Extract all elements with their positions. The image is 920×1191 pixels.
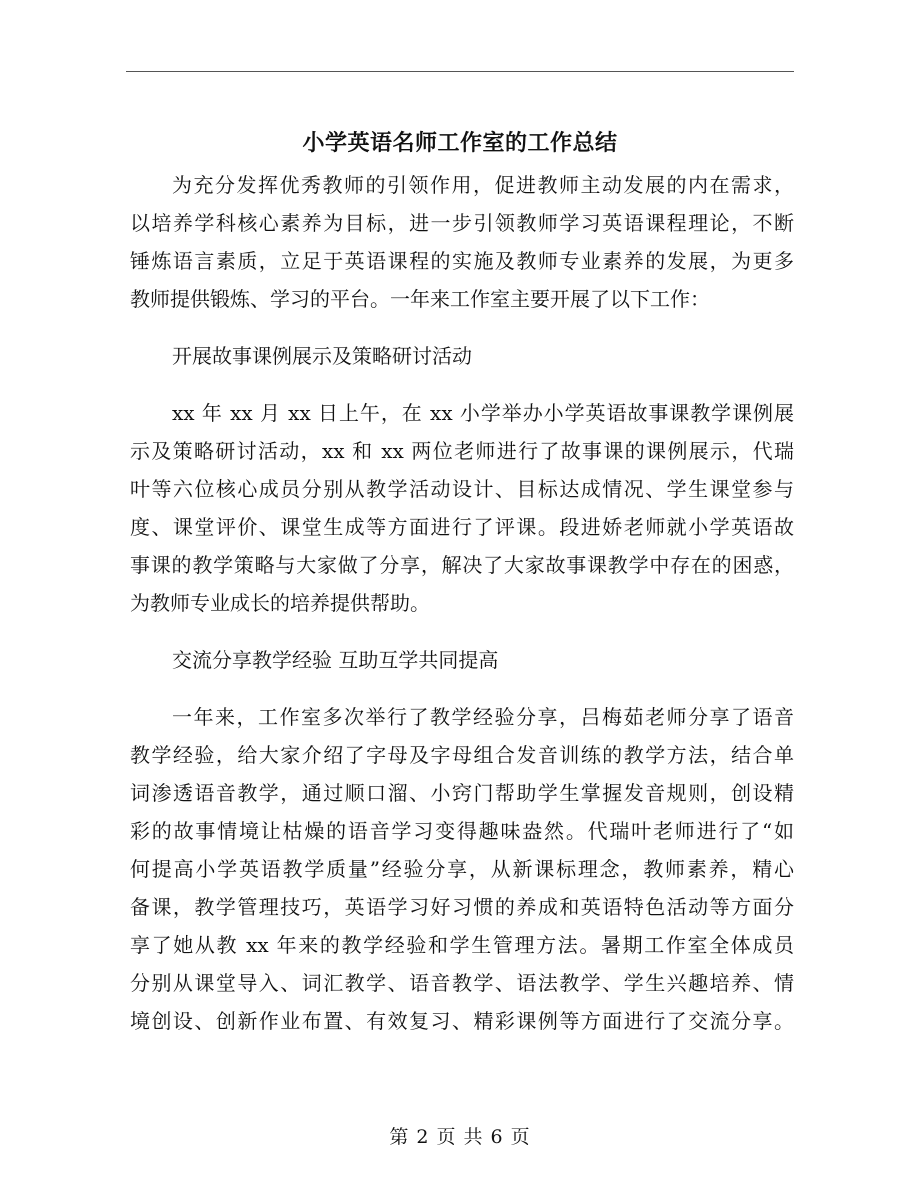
section-heading-story-lessons — [130, 337, 794, 375]
text-line: xx 年 xx 月 xx 日上午，在 xx 小学举办小学英语故事课教学课例展 — [172, 401, 794, 425]
text-line: 为教师专业成长的培养提供帮助。 — [130, 591, 430, 615]
page-title: 小学英语名师工作室的工作总结 — [302, 129, 618, 156]
text-line: 境创设、创新作业布置、有效复习、精彩课例等方面进行了交流分享。 — [130, 1009, 794, 1033]
text-line: 度、课堂评价、课堂生成等方面进行了评课。段进娇老师就小学英语故 — [130, 515, 794, 539]
text-line: 教师提供锻炼、学习的平台。一年来工作室主要开展了以下工作： — [130, 287, 710, 311]
text-line: 叶等六位核心成员分别从教学活动设计、目标达成情况、学生课堂参与 — [130, 477, 794, 501]
page-number-footer: 第 2 页 共 6 页 — [389, 1126, 531, 1148]
text-line: 事课的教学策略与大家做了分享，解决了大家故事课教学中存在的困惑， — [130, 553, 794, 577]
paragraph-experience-sharing — [130, 698, 794, 1040]
paragraph-story-lessons — [130, 394, 794, 622]
text-line: 何提高小学英语教学质量”经验分享，从新课标理念，教师素养，精心 — [130, 857, 794, 881]
text-line: 以培养学科核心素养为目标，进一步引领教师学习英语课程理论，不断 — [130, 211, 794, 235]
text-line: 为充分发挥优秀教师的引领作用，促进教师主动发展的内在需求， — [172, 173, 794, 197]
text-line: 词渗透语音教学，通过顺口溜、小窍门帮助学生掌握发音规则，创设精 — [130, 781, 794, 805]
text-line: 享了她从教 xx 年来的教学经验和学生管理方法。暑期工作室全体成员 — [130, 933, 794, 957]
text-line: 一年来，工作室多次举行了教学经验分享，吕梅茹老师分享了语音 — [172, 705, 794, 729]
text-line: 彩的故事情境让枯燥的语音学习变得趣味盎然。代瑞叶老师进行了“如 — [130, 819, 794, 843]
paragraph-intro — [130, 166, 794, 318]
text-line: 锤炼语言素质，立足于英语课程的实施及教师专业素养的发展，为更多 — [130, 249, 794, 273]
document-body — [130, 166, 794, 1059]
section-heading: 开展故事课例展示及策略研讨活动 — [172, 344, 472, 368]
section-heading-experience-sharing — [130, 641, 794, 679]
text-line: 分别从课堂导入、词汇教学、语音教学、语法教学、学生兴趣培养、情 — [130, 971, 794, 995]
header-divider — [126, 71, 794, 72]
text-line: 教学经验，给大家介绍了字母及字母组合发音训练的教学方法，结合单 — [130, 743, 794, 767]
text-line: 备课，教学管理技巧，英语学习好习惯的养成和英语特色活动等方面分 — [130, 895, 794, 919]
text-line: 示及策略研讨活动，xx 和 xx 两位老师进行了故事课的课例展示，代瑞 — [130, 439, 794, 463]
section-heading: 交流分享教学经验 互助互学共同提高 — [172, 648, 499, 672]
